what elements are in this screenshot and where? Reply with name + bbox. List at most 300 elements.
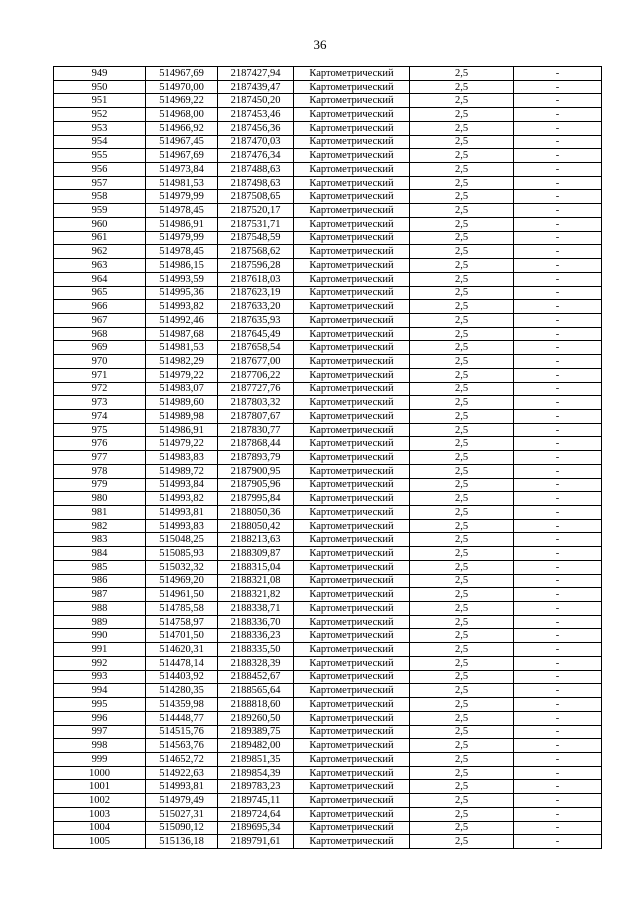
y-coordinate-cell: 2187658,54	[218, 341, 294, 355]
table-row	[54, 711, 602, 725]
method-cell: Картометрический	[294, 190, 410, 204]
y-coordinate-cell: 2188321,08	[218, 574, 294, 588]
point-number-cell: 964	[54, 272, 146, 286]
accuracy-cell: 2,5	[410, 382, 514, 396]
point-number-cell: 995	[54, 698, 146, 712]
table-row	[54, 313, 602, 327]
method-cell: Картометрический	[294, 451, 410, 465]
method-cell: Картометрический	[294, 259, 410, 273]
x-coordinate-cell: 514989,98	[146, 409, 218, 423]
point-number-cell: 969	[54, 341, 146, 355]
x-coordinate-cell: 514961,50	[146, 588, 218, 602]
method-cell: Картометрический	[294, 423, 410, 437]
method-cell: Картометрический	[294, 341, 410, 355]
note-cell: -	[514, 382, 602, 396]
note-cell: -	[514, 94, 602, 108]
y-coordinate-cell: 2188335,50	[218, 643, 294, 657]
point-number-cell: 985	[54, 560, 146, 574]
x-coordinate-cell: 514993,84	[146, 478, 218, 492]
point-number-cell: 974	[54, 409, 146, 423]
x-coordinate-cell: 514995,36	[146, 286, 218, 300]
x-coordinate-cell: 514982,29	[146, 355, 218, 369]
point-number-cell: 975	[54, 423, 146, 437]
accuracy-cell: 2,5	[410, 149, 514, 163]
y-coordinate-cell: 2187623,19	[218, 286, 294, 300]
point-number-cell: 957	[54, 176, 146, 190]
accuracy-cell: 2,5	[410, 67, 514, 81]
x-coordinate-cell: 514966,92	[146, 121, 218, 135]
accuracy-cell: 2,5	[410, 217, 514, 231]
point-number-cell: 983	[54, 533, 146, 547]
table-row	[54, 574, 602, 588]
method-cell: Картометрический	[294, 560, 410, 574]
table-row	[54, 533, 602, 547]
note-cell: -	[514, 451, 602, 465]
note-cell: -	[514, 794, 602, 808]
y-coordinate-cell: 2188050,36	[218, 506, 294, 520]
x-coordinate-cell: 514478,14	[146, 656, 218, 670]
point-number-cell: 954	[54, 135, 146, 149]
table-row	[54, 121, 602, 135]
x-coordinate-cell: 514993,83	[146, 519, 218, 533]
x-coordinate-cell: 514983,83	[146, 451, 218, 465]
accuracy-cell: 2,5	[410, 780, 514, 794]
accuracy-cell: 2,5	[410, 176, 514, 190]
accuracy-cell: 2,5	[410, 766, 514, 780]
y-coordinate-cell: 2189724,64	[218, 807, 294, 821]
x-coordinate-cell: 514979,22	[146, 368, 218, 382]
accuracy-cell: 2,5	[410, 670, 514, 684]
note-cell: -	[514, 355, 602, 369]
y-coordinate-cell: 2187677,00	[218, 355, 294, 369]
note-cell: -	[514, 752, 602, 766]
table-row	[54, 272, 602, 286]
method-cell: Картометрический	[294, 711, 410, 725]
x-coordinate-cell: 514922,63	[146, 766, 218, 780]
accuracy-cell: 2,5	[410, 272, 514, 286]
table-row	[54, 670, 602, 684]
point-number-cell: 967	[54, 313, 146, 327]
page-number: 36	[313, 37, 327, 52]
point-number-cell: 976	[54, 437, 146, 451]
coordinates-table-body	[54, 67, 602, 849]
y-coordinate-cell: 2188050,42	[218, 519, 294, 533]
method-cell: Картометрический	[294, 437, 410, 451]
note-cell: -	[514, 80, 602, 94]
point-number-cell: 972	[54, 382, 146, 396]
method-cell: Картометрический	[294, 94, 410, 108]
accuracy-cell: 2,5	[410, 519, 514, 533]
x-coordinate-cell: 514979,22	[146, 437, 218, 451]
accuracy-cell: 2,5	[410, 656, 514, 670]
x-coordinate-cell: 514993,82	[146, 300, 218, 314]
accuracy-cell: 2,5	[410, 163, 514, 177]
method-cell: Картометрический	[294, 656, 410, 670]
accuracy-cell: 2,5	[410, 821, 514, 835]
table-row	[54, 451, 602, 465]
point-number-cell: 1000	[54, 766, 146, 780]
y-coordinate-cell: 2187645,49	[218, 327, 294, 341]
note-cell: -	[514, 190, 602, 204]
y-coordinate-cell: 2187830,77	[218, 423, 294, 437]
method-cell: Картометрический	[294, 67, 410, 81]
note-cell: -	[514, 396, 602, 410]
accuracy-cell: 2,5	[410, 259, 514, 273]
x-coordinate-cell: 514989,60	[146, 396, 218, 410]
table-row	[54, 739, 602, 753]
accuracy-cell: 2,5	[410, 409, 514, 423]
y-coordinate-cell: 2187488,63	[218, 163, 294, 177]
point-number-cell: 955	[54, 149, 146, 163]
point-number-cell: 1002	[54, 794, 146, 808]
method-cell: Картометрический	[294, 684, 410, 698]
accuracy-cell: 2,5	[410, 711, 514, 725]
accuracy-cell: 2,5	[410, 121, 514, 135]
note-cell: -	[514, 409, 602, 423]
x-coordinate-cell: 514969,20	[146, 574, 218, 588]
point-number-cell: 991	[54, 643, 146, 657]
method-cell: Картометрический	[294, 355, 410, 369]
point-number-cell: 986	[54, 574, 146, 588]
method-cell: Картометрический	[294, 382, 410, 396]
note-cell: -	[514, 176, 602, 190]
accuracy-cell: 2,5	[410, 629, 514, 643]
y-coordinate-cell: 2187635,93	[218, 313, 294, 327]
method-cell: Картометрический	[294, 368, 410, 382]
point-number-cell: 1005	[54, 835, 146, 849]
x-coordinate-cell: 514758,97	[146, 615, 218, 629]
note-cell: -	[514, 245, 602, 259]
note-cell: -	[514, 217, 602, 231]
table-row	[54, 108, 602, 122]
table-row	[54, 629, 602, 643]
note-cell: -	[514, 698, 602, 712]
method-cell: Картометрический	[294, 286, 410, 300]
method-cell: Картометрический	[294, 780, 410, 794]
table-row	[54, 615, 602, 629]
note-cell: -	[514, 670, 602, 684]
method-cell: Картометрический	[294, 327, 410, 341]
table-row	[54, 67, 602, 81]
method-cell: Картометрический	[294, 135, 410, 149]
note-cell: -	[514, 300, 602, 314]
x-coordinate-cell: 514981,53	[146, 341, 218, 355]
y-coordinate-cell: 2188338,71	[218, 602, 294, 616]
note-cell: -	[514, 766, 602, 780]
note-cell: -	[514, 835, 602, 849]
y-coordinate-cell: 2188452,67	[218, 670, 294, 684]
accuracy-cell: 2,5	[410, 615, 514, 629]
method-cell: Картометрический	[294, 643, 410, 657]
y-coordinate-cell: 2187905,96	[218, 478, 294, 492]
method-cell: Картометрический	[294, 478, 410, 492]
table-row	[54, 135, 602, 149]
table-row	[54, 725, 602, 739]
accuracy-cell: 2,5	[410, 368, 514, 382]
accuracy-cell: 2,5	[410, 807, 514, 821]
x-coordinate-cell: 514563,76	[146, 739, 218, 753]
method-cell: Картометрический	[294, 176, 410, 190]
table-row	[54, 478, 602, 492]
method-cell: Картометрический	[294, 835, 410, 849]
method-cell: Картометрический	[294, 533, 410, 547]
note-cell: -	[514, 560, 602, 574]
x-coordinate-cell: 514652,72	[146, 752, 218, 766]
accuracy-cell: 2,5	[410, 396, 514, 410]
point-number-cell: 1001	[54, 780, 146, 794]
method-cell: Картометрический	[294, 739, 410, 753]
x-coordinate-cell: 514970,00	[146, 80, 218, 94]
note-cell: -	[514, 437, 602, 451]
x-coordinate-cell: 514967,69	[146, 149, 218, 163]
point-number-cell: 984	[54, 547, 146, 561]
y-coordinate-cell: 2188818,60	[218, 698, 294, 712]
table-row	[54, 300, 602, 314]
method-cell: Картометрический	[294, 629, 410, 643]
accuracy-cell: 2,5	[410, 698, 514, 712]
point-number-cell: 973	[54, 396, 146, 410]
table-row	[54, 286, 602, 300]
table-row	[54, 176, 602, 190]
table-row	[54, 698, 602, 712]
y-coordinate-cell: 2188309,87	[218, 547, 294, 561]
y-coordinate-cell: 2189851,35	[218, 752, 294, 766]
table-row	[54, 396, 602, 410]
x-coordinate-cell: 514280,35	[146, 684, 218, 698]
y-coordinate-cell: 2187427,94	[218, 67, 294, 81]
y-coordinate-cell: 2187476,34	[218, 149, 294, 163]
table-row	[54, 780, 602, 794]
table-row	[54, 163, 602, 177]
point-number-cell: 993	[54, 670, 146, 684]
y-coordinate-cell: 2189260,50	[218, 711, 294, 725]
x-coordinate-cell: 514987,68	[146, 327, 218, 341]
accuracy-cell: 2,5	[410, 313, 514, 327]
table-row	[54, 355, 602, 369]
x-coordinate-cell: 514993,81	[146, 780, 218, 794]
x-coordinate-cell: 514979,99	[146, 231, 218, 245]
method-cell: Картометрический	[294, 588, 410, 602]
note-cell: -	[514, 656, 602, 670]
table-row	[54, 409, 602, 423]
x-coordinate-cell: 514986,91	[146, 217, 218, 231]
note-cell: -	[514, 506, 602, 520]
accuracy-cell: 2,5	[410, 684, 514, 698]
x-coordinate-cell: 514967,45	[146, 135, 218, 149]
accuracy-cell: 2,5	[410, 835, 514, 849]
y-coordinate-cell: 2187893,79	[218, 451, 294, 465]
point-number-cell: 949	[54, 67, 146, 81]
note-cell: -	[514, 231, 602, 245]
table-row	[54, 217, 602, 231]
method-cell: Картометрический	[294, 670, 410, 684]
point-number-cell: 958	[54, 190, 146, 204]
y-coordinate-cell: 2187531,71	[218, 217, 294, 231]
x-coordinate-cell: 515048,25	[146, 533, 218, 547]
accuracy-cell: 2,5	[410, 80, 514, 94]
x-coordinate-cell: 514993,59	[146, 272, 218, 286]
y-coordinate-cell: 2189783,23	[218, 780, 294, 794]
table-row	[54, 752, 602, 766]
note-cell: -	[514, 629, 602, 643]
y-coordinate-cell: 2187868,44	[218, 437, 294, 451]
table-row	[54, 519, 602, 533]
x-coordinate-cell: 514992,46	[146, 313, 218, 327]
accuracy-cell: 2,5	[410, 437, 514, 451]
x-coordinate-cell: 514359,98	[146, 698, 218, 712]
x-coordinate-cell: 514986,15	[146, 259, 218, 273]
note-cell: -	[514, 272, 602, 286]
y-coordinate-cell: 2188565,64	[218, 684, 294, 698]
note-cell: -	[514, 368, 602, 382]
y-coordinate-cell: 2187470,03	[218, 135, 294, 149]
accuracy-cell: 2,5	[410, 108, 514, 122]
table-row	[54, 80, 602, 94]
point-number-cell: 989	[54, 615, 146, 629]
x-coordinate-cell: 514620,31	[146, 643, 218, 657]
method-cell: Картометрический	[294, 492, 410, 506]
accuracy-cell: 2,5	[410, 327, 514, 341]
note-cell: -	[514, 327, 602, 341]
point-number-cell: 998	[54, 739, 146, 753]
method-cell: Картометрический	[294, 163, 410, 177]
table-row	[54, 794, 602, 808]
note-cell: -	[514, 204, 602, 218]
method-cell: Картометрический	[294, 615, 410, 629]
method-cell: Картометрический	[294, 547, 410, 561]
y-coordinate-cell: 2188336,70	[218, 615, 294, 629]
point-number-cell: 961	[54, 231, 146, 245]
x-coordinate-cell: 514989,72	[146, 464, 218, 478]
x-coordinate-cell: 515136,18	[146, 835, 218, 849]
accuracy-cell: 2,5	[410, 643, 514, 657]
point-number-cell: 992	[54, 656, 146, 670]
point-number-cell: 994	[54, 684, 146, 698]
table-row	[54, 766, 602, 780]
table-row	[54, 684, 602, 698]
method-cell: Картометрический	[294, 204, 410, 218]
table-row	[54, 368, 602, 382]
accuracy-cell: 2,5	[410, 588, 514, 602]
y-coordinate-cell: 2188321,82	[218, 588, 294, 602]
accuracy-cell: 2,5	[410, 231, 514, 245]
note-cell: -	[514, 739, 602, 753]
method-cell: Картометрический	[294, 821, 410, 835]
method-cell: Картометрический	[294, 574, 410, 588]
point-number-cell: 963	[54, 259, 146, 273]
accuracy-cell: 2,5	[410, 423, 514, 437]
accuracy-cell: 2,5	[410, 300, 514, 314]
point-number-cell: 966	[54, 300, 146, 314]
table-row	[54, 492, 602, 506]
y-coordinate-cell: 2187520,17	[218, 204, 294, 218]
note-cell: -	[514, 574, 602, 588]
table-row	[54, 588, 602, 602]
note-cell: -	[514, 533, 602, 547]
point-number-cell: 997	[54, 725, 146, 739]
y-coordinate-cell: 2187995,84	[218, 492, 294, 506]
table-row	[54, 245, 602, 259]
point-number-cell: 960	[54, 217, 146, 231]
accuracy-cell: 2,5	[410, 355, 514, 369]
x-coordinate-cell: 514969,22	[146, 94, 218, 108]
x-coordinate-cell: 514973,84	[146, 163, 218, 177]
accuracy-cell: 2,5	[410, 478, 514, 492]
x-coordinate-cell: 514979,99	[146, 190, 218, 204]
y-coordinate-cell: 2187706,22	[218, 368, 294, 382]
method-cell: Картометрический	[294, 794, 410, 808]
table-row	[54, 602, 602, 616]
x-coordinate-cell: 514986,91	[146, 423, 218, 437]
method-cell: Картометрический	[294, 519, 410, 533]
point-number-cell: 1004	[54, 821, 146, 835]
y-coordinate-cell: 2187548,59	[218, 231, 294, 245]
table-row	[54, 327, 602, 341]
accuracy-cell: 2,5	[410, 739, 514, 753]
accuracy-cell: 2,5	[410, 752, 514, 766]
point-number-cell: 962	[54, 245, 146, 259]
method-cell: Картометрический	[294, 245, 410, 259]
note-cell: -	[514, 464, 602, 478]
point-number-cell: 1003	[54, 807, 146, 821]
point-number-cell: 977	[54, 451, 146, 465]
y-coordinate-cell: 2187456,36	[218, 121, 294, 135]
y-coordinate-cell: 2187453,46	[218, 108, 294, 122]
point-number-cell: 970	[54, 355, 146, 369]
accuracy-cell: 2,5	[410, 547, 514, 561]
note-cell: -	[514, 725, 602, 739]
y-coordinate-cell: 2187727,76	[218, 382, 294, 396]
x-coordinate-cell: 514448,77	[146, 711, 218, 725]
note-cell: -	[514, 684, 602, 698]
note-cell: -	[514, 149, 602, 163]
point-number-cell: 988	[54, 602, 146, 616]
y-coordinate-cell: 2187596,28	[218, 259, 294, 273]
x-coordinate-cell: 515085,93	[146, 547, 218, 561]
method-cell: Картометрический	[294, 464, 410, 478]
method-cell: Картометрический	[294, 725, 410, 739]
method-cell: Картометрический	[294, 313, 410, 327]
table-row	[54, 190, 602, 204]
note-cell: -	[514, 492, 602, 506]
method-cell: Картометрический	[294, 149, 410, 163]
method-cell: Картометрический	[294, 231, 410, 245]
x-coordinate-cell: 514978,45	[146, 204, 218, 218]
accuracy-cell: 2,5	[410, 794, 514, 808]
x-coordinate-cell: 514785,58	[146, 602, 218, 616]
table-row	[54, 94, 602, 108]
note-cell: -	[514, 519, 602, 533]
x-coordinate-cell: 514515,76	[146, 725, 218, 739]
note-cell: -	[514, 121, 602, 135]
table-row	[54, 835, 602, 849]
accuracy-cell: 2,5	[410, 602, 514, 616]
y-coordinate-cell: 2189854,39	[218, 766, 294, 780]
note-cell: -	[514, 341, 602, 355]
method-cell: Картометрический	[294, 121, 410, 135]
method-cell: Картометрический	[294, 396, 410, 410]
note-cell: -	[514, 588, 602, 602]
note-cell: -	[514, 259, 602, 273]
y-coordinate-cell: 2187439,47	[218, 80, 294, 94]
y-coordinate-cell: 2187900,95	[218, 464, 294, 478]
note-cell: -	[514, 313, 602, 327]
accuracy-cell: 2,5	[410, 725, 514, 739]
x-coordinate-cell: 515090,12	[146, 821, 218, 835]
note-cell: -	[514, 135, 602, 149]
accuracy-cell: 2,5	[410, 245, 514, 259]
point-number-cell: 959	[54, 204, 146, 218]
